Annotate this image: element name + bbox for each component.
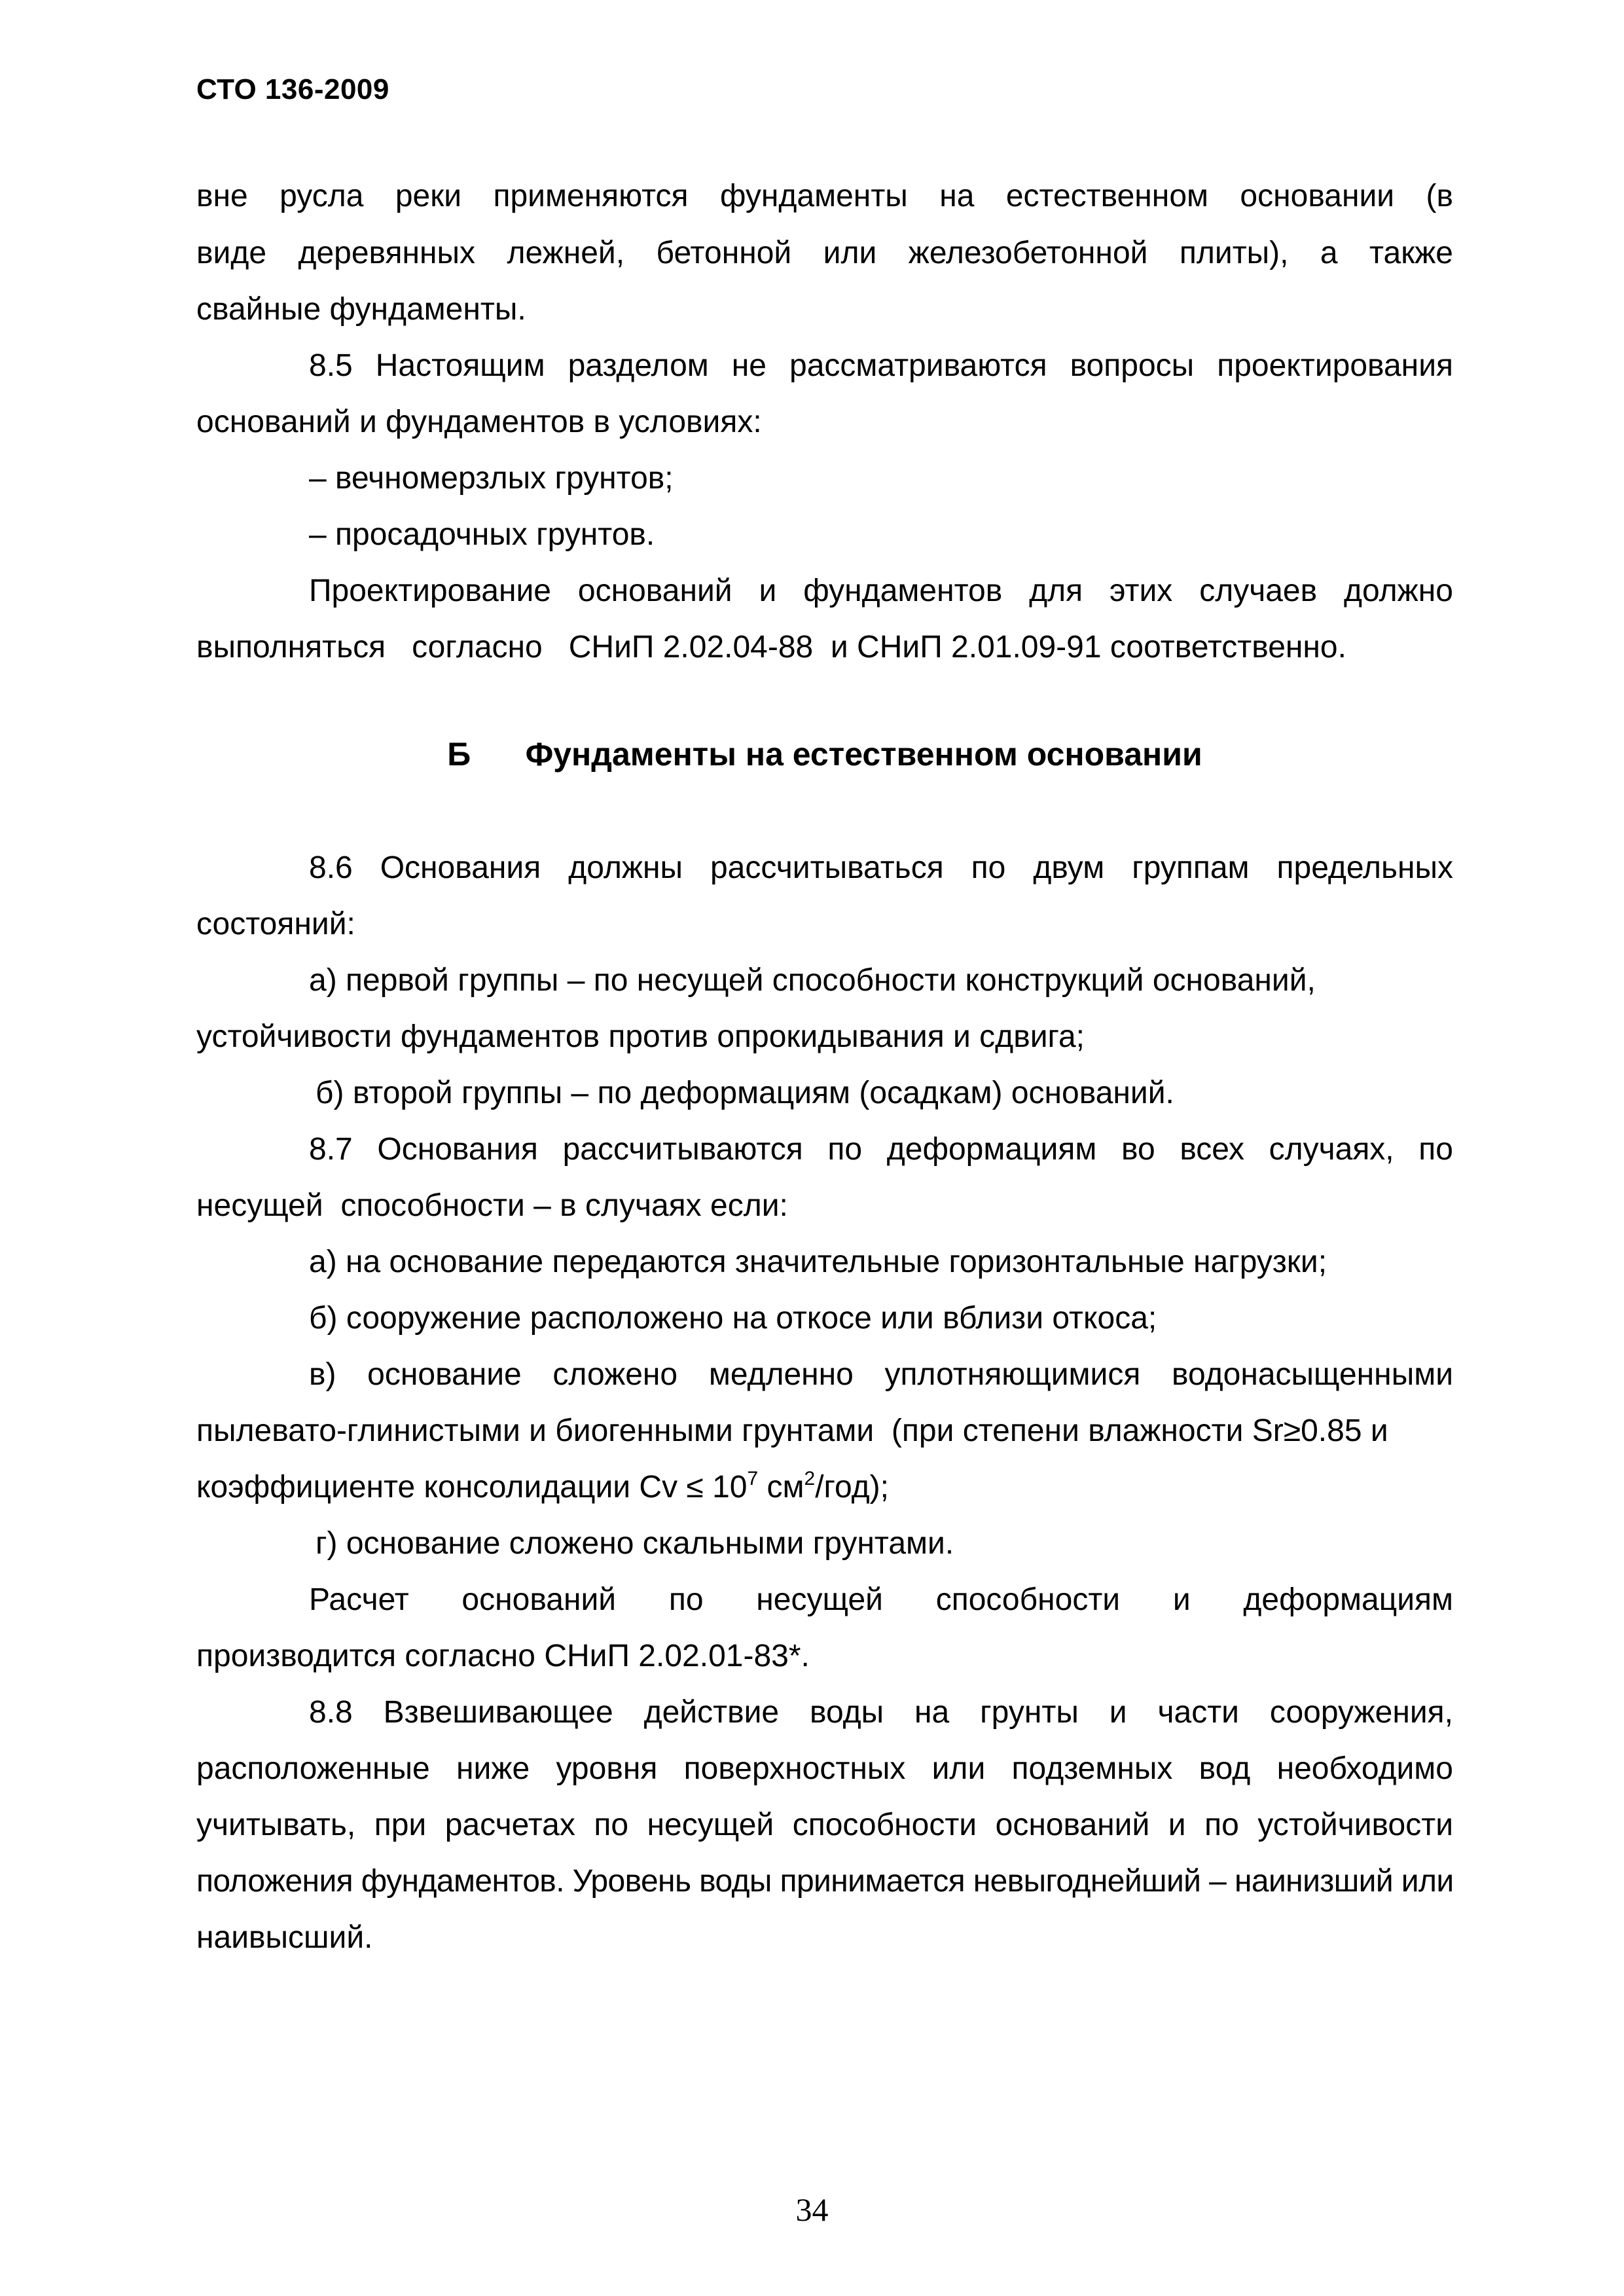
superscript: 2 — [804, 1468, 816, 1489]
text-line: 8.7 Основания рассчитываются по деформациям во всех случаях, по — [309, 1132, 1453, 1167]
text-line: свайные фундаменты. — [196, 292, 526, 327]
text-line: 8.8 Взвешивающее действие воды на грунты и части сооружения, — [309, 1695, 1453, 1730]
text-line: несущей способности – в случаях если: — [196, 1188, 788, 1223]
text-line: положения фундаментов. Уровень воды принимается невыгоднейший – наинизший или — [196, 1864, 1454, 1899]
text-line: Проектирование оснований и фундаментов для этих случаев должно — [309, 574, 1453, 608]
list-item: г) основание сложено скальными грунтами. — [316, 1526, 954, 1561]
superscript: 7 — [747, 1468, 759, 1489]
text-line: пылевато-глинистыми и биогенными грунтами (при степени влажности Sr≥0.85 и — [196, 1413, 1388, 1448]
text-line: расположенные ниже уровня поверхностных или подземных вод необходимо — [196, 1751, 1453, 1786]
page-number: 34 — [795, 2191, 829, 2228]
section-title: Б Фундаменты на естественном основании — [447, 736, 1202, 773]
text-line: наивысший. — [196, 1920, 373, 1955]
list-item: в) основание сложено медленно уплотняющимися водонасыщенными — [309, 1357, 1453, 1392]
list-item: б) второй группы – по деформациям (осадкам) оснований. — [316, 1076, 1174, 1110]
text-line: устойчивости фундаментов против опрокидывания и сдвига; — [196, 1019, 1085, 1054]
text-line: учитывать, при расчетах по несущей способности оснований и по устойчивости — [196, 1808, 1453, 1842]
text-fragment: /год); — [815, 1470, 889, 1504]
text-fragment: коэффициенте консолидации Cv ≤ 10 — [196, 1470, 748, 1504]
list-item: б) сооружение расположено на откосе или вблизи откоса; — [309, 1301, 1157, 1336]
text-line: 8.6 Основания должны рассчитываться по двум группам предельных — [309, 850, 1453, 885]
text-line: выполняться согласно СНиП 2.02.04-88 и СНиП 2.01.09-91 соответственно. — [196, 630, 1346, 665]
text-line: производится согласно СНиП 2.02.01-83*. — [196, 1639, 810, 1673]
text-line: оснований и фундаментов в условиях: — [196, 405, 762, 439]
text-line: вне русла реки применяются фундаменты на естественном основании (в — [196, 179, 1453, 213]
text-line: Расчет оснований по несущей способности и деформациям — [309, 1582, 1453, 1617]
text-line: виде деревянных лежней, бетонной или железобетонной плиты), а также — [196, 236, 1453, 270]
text-line: состояний: — [196, 907, 355, 941]
list-item: а) первой группы – по несущей способности конструкций оснований, — [309, 963, 1316, 998]
text-fragment: см — [758, 1470, 804, 1504]
list-item: – вечномерзлых грунтов; — [309, 461, 674, 496]
document-code-header: СТО 136-2009 — [196, 73, 389, 105]
list-item: – просадочных грунтов. — [309, 517, 655, 552]
text-line — [196, 1468, 1453, 1507]
list-item: а) на основание передаются значительные горизонтальные нагрузки; — [309, 1245, 1327, 1279]
text-line: 8.5 Настоящим разделом не рассматриваются вопросы проектирования — [309, 348, 1453, 383]
